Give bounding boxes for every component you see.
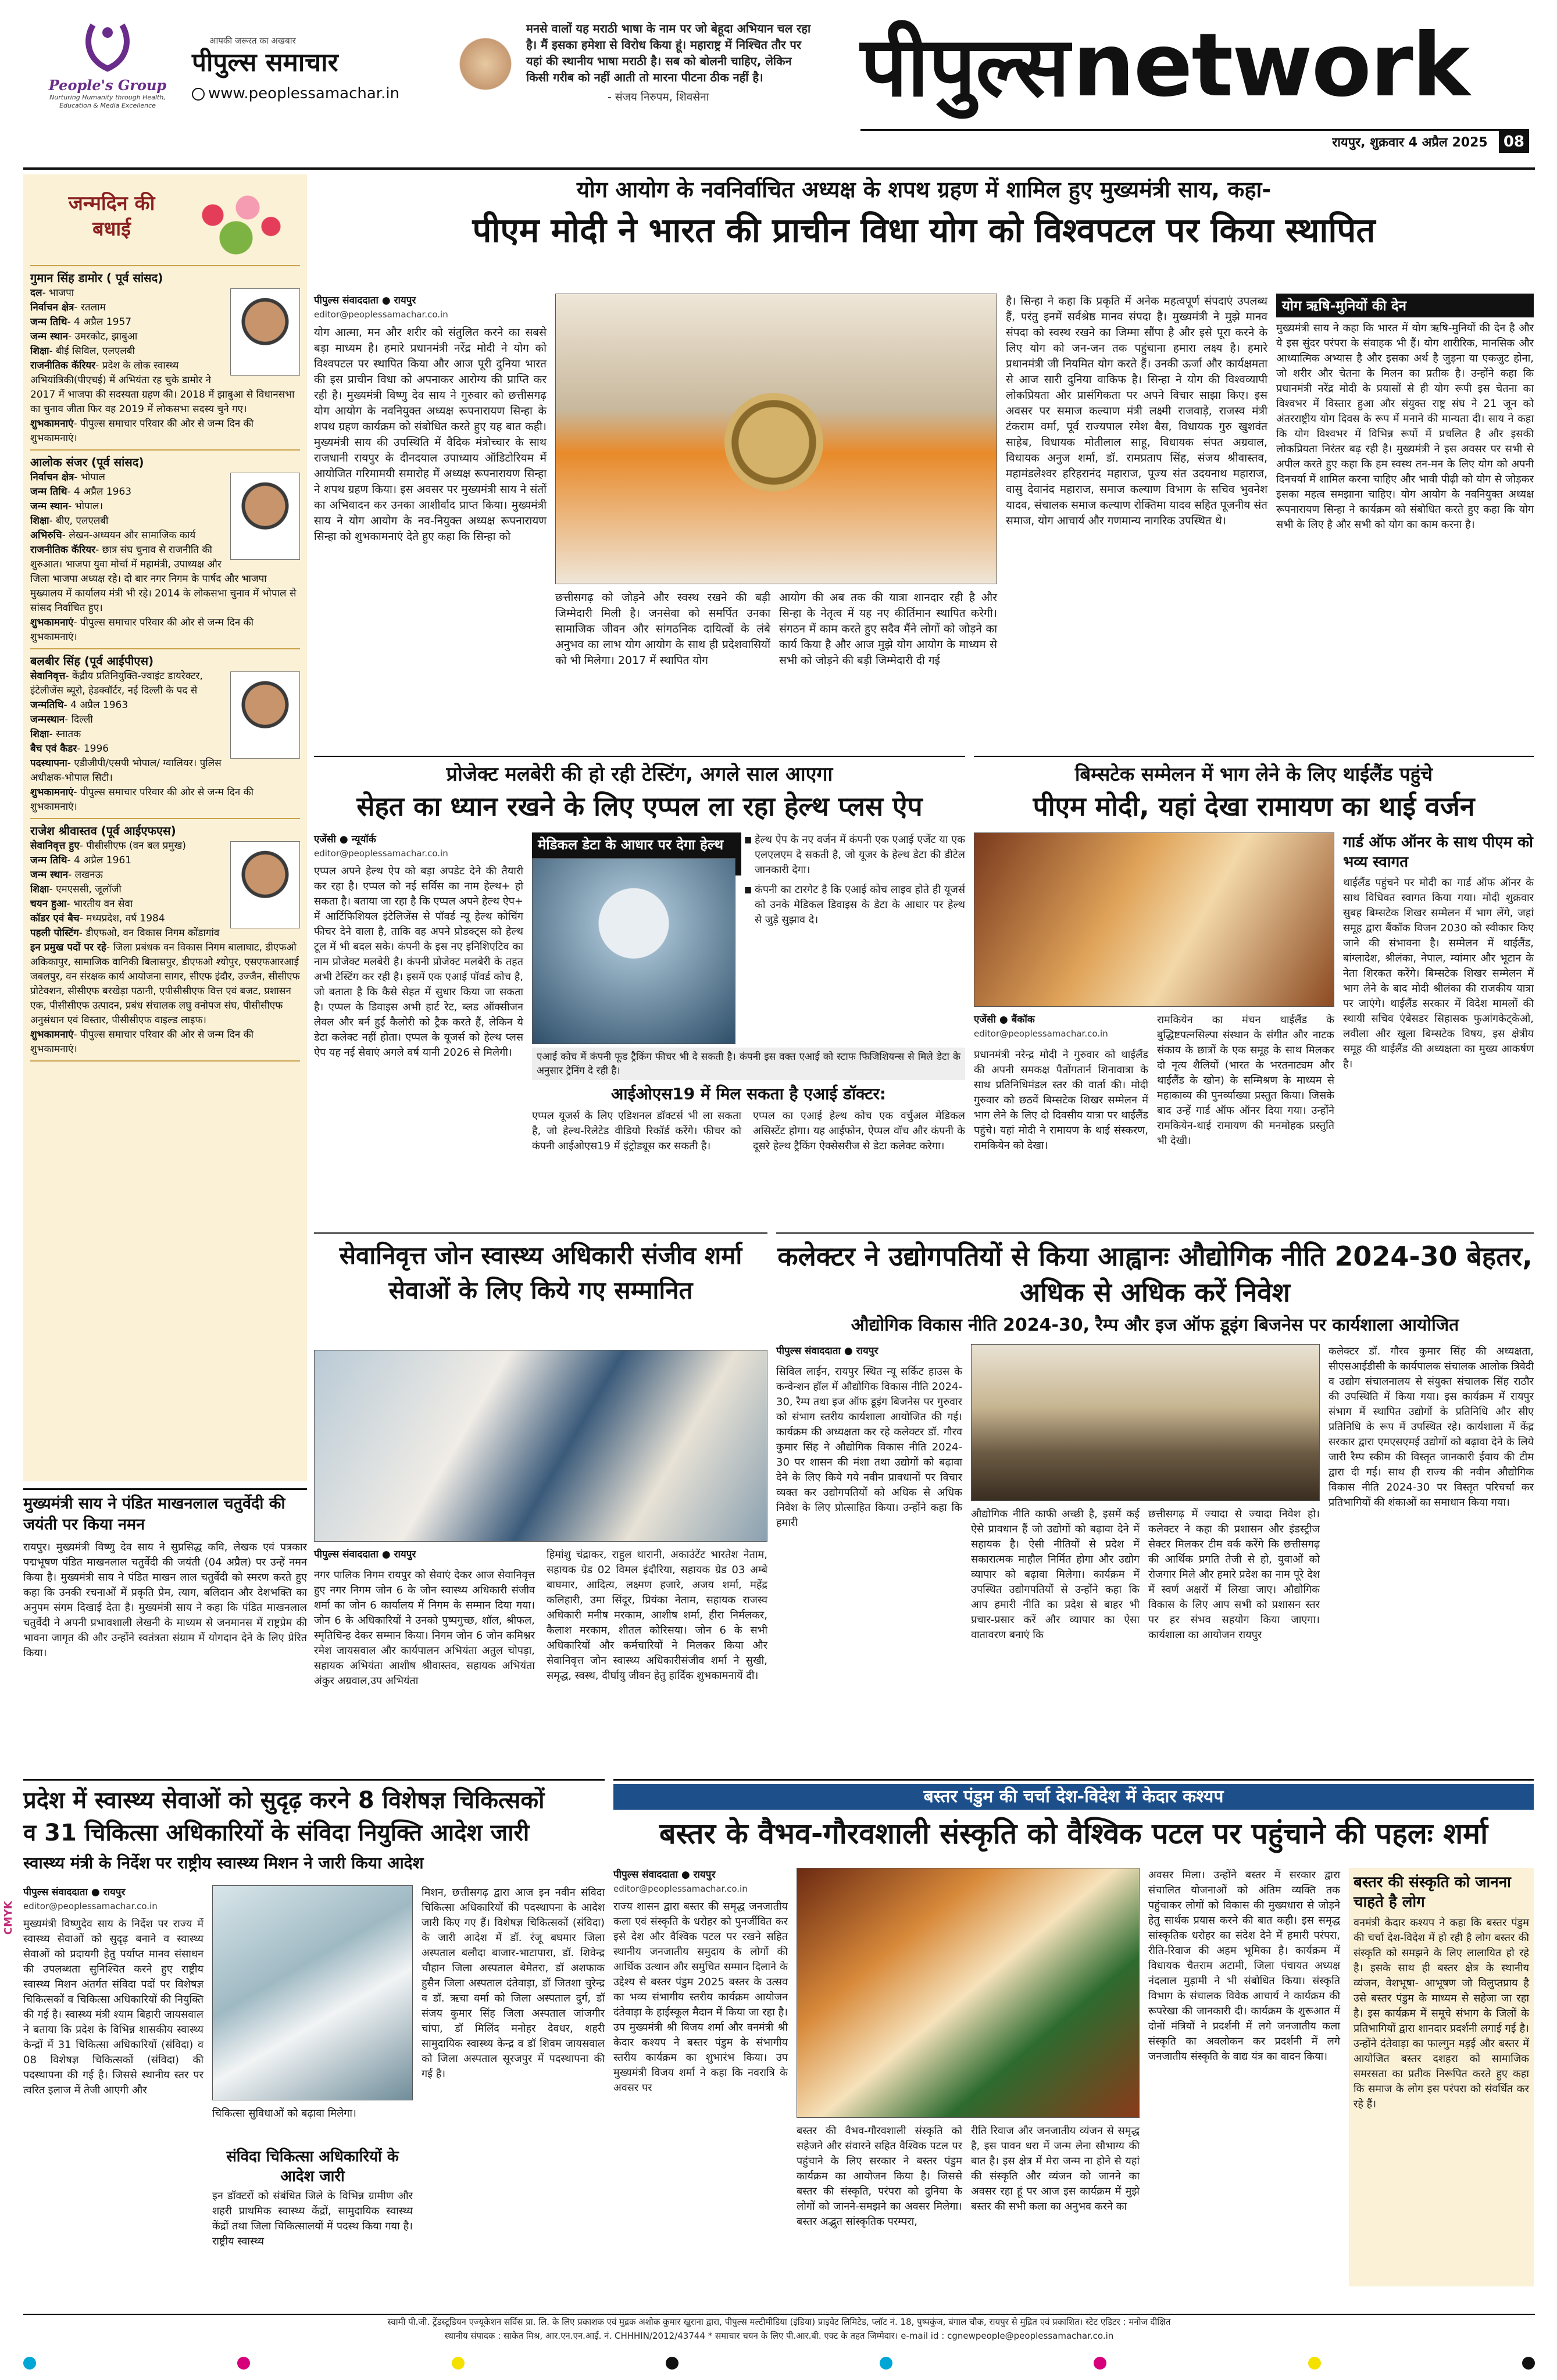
peoples-group-logo — [41, 16, 174, 138]
birthday-detail-value: 4 अप्रैल 1957 — [74, 316, 132, 328]
birthday-detail-value: पीसीसीएफ (वन बल प्रमुख) — [86, 840, 186, 852]
birthday-detail: जन्मतिथि- 4 अप्रैल 1963 — [30, 699, 128, 711]
apple-sub-body1: एप्पल यूजर्स के लिए एडिशनल डॉक्टर्स भी ला सकता है, जो हेल्थ-रिलेटेड वीडियो रिकॉर्ड करेंगे। फीचर को कंपनी आईओएस19 में इंट्रोड्यूस कर सकती है। — [532, 1110, 741, 1152]
makhanlal-headline: मुख्यमंत्री साय ने पंडित माखनलाल चतुर्वेदी की जयंती पर किया नमन — [23, 1495, 285, 1534]
birthday-detail-value: 4 अप्रैल 1963 — [74, 486, 132, 498]
network-title-en: network — [1072, 15, 1469, 116]
health-story — [23, 1779, 605, 2308]
group-tagline: Nurturing Humanity through Health, Education & Media Excellence — [49, 94, 166, 109]
birthday-detail-value: लखनऊ — [74, 869, 103, 881]
birthday-detail-key: जन्म तिथि — [30, 316, 67, 328]
birthday-detail: जन्म तिथि- 4 अप्रैल 1957 — [30, 316, 132, 328]
registration-dot-cyan — [23, 2357, 36, 2370]
yoga-side-head: योग ऋषि-मुनियों की देन — [1276, 294, 1534, 317]
birthday-detail-value: डीएफओ, वन विकास निगम कोंडागांव — [85, 927, 220, 939]
birthday-detail-key: पदस्थापना — [30, 757, 67, 769]
birthday-detail: शुभकामनाएं- पीपुल्स समाचार परिवार की ओर से जन्म दिन की शुभकामनाएं। — [30, 418, 254, 444]
yoga-kicker: योग आयोग के नवनिर्वाचित अध्यक्ष के शपथ ग्रहण में शामिल हुए मुख्यमंत्री साय, कहा- — [576, 177, 1272, 202]
thailand-col2: रामकियेन का मंचन थाईलैंड के बुद्धिष्टपत्नसिल्पा संस्थान के संगीत और नाटक संकाय के छात्रों के एक समूह के साथ मिलकर दो नृत्य शैलियों (भारत के भरतनाट्यम और थाईलैंड के खोन) के सम्मिश्रण के माध्यम से महाकाव्य की पुनर्व्याख्या प्रस्तुत किया। जिसके बाद उन्हें गार्ड ऑफ ऑनर दिया गया। उन्होंने रामकियेन-थाई रामायण की मनमोहक प्रस्तुति भी देखी। — [1157, 1014, 1334, 1147]
birthday-detail: दल- भाजपा — [30, 287, 74, 299]
birthday-detail: निर्वाचन क्षेत्र- भोपाल — [30, 471, 105, 483]
paper-name: पीपुल्स समाचार — [192, 48, 338, 77]
birthday-detail: जन्मस्थान- दिल्ली — [30, 714, 93, 726]
sanjeev-headline: सेवानिवृत्त जोन स्वास्थ्य अधिकारी संजीव शर्मा सेवाओं के लिए किये गए सम्मानित — [339, 1241, 742, 1305]
birthday-detail-key: बैच एवं कैडर — [30, 743, 77, 755]
birthday-detail-value: एडीजीपी/एसपी भोपाल/ ग्वालियर। पुलिस अधीक्षक-भोपाल सिटी। — [30, 757, 222, 784]
yoga-side-text: मुख्यमंत्री साय ने कहा कि भारत में योग ऋषि-मुनियों की देन है और ये इस सुंदर परंपरा के संवाहक भी हैं। योग शारीरिक, मानसिक और आध्यात्मिक अभ्यास है और इसका अर्थ है जुड़ना या एकजुट होना, जो शरीर और चेतना के मिलन का प्रतीक है। उन्होंने कहा कि प्रधानमंत्री नरेंद्र मोदी के प्रयासों से ही योग रूपी इस चेतना का विश्वभर में विस्तार हुआ और संयुक्त राष्ट्र संघ ने 21 जून को अंतरराष्ट्रीय योग दिवस के रूप में मनाने की मान्यता दी। साय ने कहा कि योग विश्वभर में विभिन्न रूपों में प्रचलित है और इसकी लोकप्रियता निरंतर बढ़ रही है। मुख्यमंत्री ने इस अवसर पर सभी से अपील करते हुए कहा कि हम स्वस्थ तन-मन के लिए योग को अपनी दिनचर्या में शामिल करना चाहिए और भावी पीढ़ी को योग से जोड़कर इसका महत्व समझाना चाहिए। योग आयोग के नवनियुक्त अध्यक्ष रूपनारायण सिन्हा ने कार्यक्रम को संबोधित करते हुए कहा कि योग सभी के लिए है और सभी को योग का काम करना है। — [1276, 322, 1534, 531]
birthday-detail-key: निर्वाचन क्षेत्र — [30, 471, 74, 483]
sanjeev-col1: नगर पालिक निगम रायपुर को सेवाएं देकर आज सेवानिवृत्त हुए नगर निगम जोन 6 के जोन स्वास्थ्य अधिकारी संजीव शर्मा का जोन 6 कार्यालय में निगम के सम्मान दिया गया। जोन 6 के अधिकारियों ने उनको पुष्पगुच्छ, शॉल, श्रीफल, स्मृतिचिन्ह देकर सम्मान किया। निगम जोन 6 जोन कमिश्नर रमेश जायसवाल और कार्यपालन अभियंता अतुल चोपड़ा, सहायक अभियंता आशीष श्रीवास्तव, सहायक अभियंता अंकुर अग्रवाल,उप अभियंता — [314, 1569, 535, 1687]
birthday-detail-key: जन्मस्थान — [30, 714, 65, 726]
birthday-detail: शुभकामनाएं- पीपुल्स समाचार परिवार की ओर से जन्म दिन की शुभकामनाएं। — [30, 617, 254, 643]
yoga-col4: है। सिन्हा ने कहा कि प्रकृति में अनेक महत्वपूर्ण संपदाएं उपलब्ध हैं, परंतु इनमें सर्वश्रेष्ठ मानव संपदा है। मुख्यमंत्री ने मुझे मानव संपदा को स्वस्थ रखने का जिम्मा सौंपा है और इसे पूरा करने के लिए योग को जन-जन तक पहुंचाना हमारा लक्ष्य है। हमारे प्रधानमंत्री जी नियमित योग करते हैं। उनकी ऊर्जा और कार्यक्षमता से आज सारी दुनिया वाकिफ है। सिन्हा ने योग की विश्वव्यापी लोकप्रियता और प्रासंगिकता पर अपने विचार साझा किए। इस अवसर पर समाज कल्याण मंत्री लक्ष्मी राजवाड़े, राजस्व मंत्री टंकराम वर्मा, पूर्व राज्यपाल रमेश बैस, विधायक गुरु खुशवंत साहेब, विधायक मोतीलाल साहू, विधायक संपत अग्रवाल, विधायक अनुज शर्मा, डॉ. रामप्रताप सिंह, संजय श्रीवास्तव, महामंडलेश्वर हरिहरानंद महाराज, पूज्य संत उदयनाथ महाराज, वासु देवानंद महाराज, समाज कल्याण विभाग के सचिव भुवनेश यादव, संचालक समाज कल्याण रोक्तिमा यादव सहित पूजनीय संत समाज, योग आचार्य और गणमान्य नागरिक उपस्थित थे। — [1006, 295, 1267, 527]
health-col3: मिशन, छत्तीसगढ़ द्वारा आज इन नवीन संविदा चिकित्सा अधिकारियों की पदस्थापना के आदेश जारी किए गए हैं। विशेषज्ञ चिकित्सकों (संविदा) के जारी आदेश में डॉ. रंजू बघमार जिला अस्पताल बलौदा बाजार-भाटापारा, डॉ. शिवेन्द्र चौहान जिला अस्पताल बेमेतरा, डॉ अशफाक हुसैन जिला अस्पताल दंतेवाड़ा, डॉ जितशा चुरेन्द्र व डॉ. ऋचा वर्मा को जिला अस्पताल दुर्ग, डॉ संजय कुमार सिंह जिला अस्पताल जांजगीर चांपा, डॉ मिलिंद मनोहर देवधर, शहरी सामुदायिक स्वास्थ्य केन्द्र व डॉ शिवम जायसवाल को जिला अस्पताल सूरजपुर में पदस्थापना की गई है। — [422, 1886, 605, 2080]
collector-byline: पीपुल्स संवाददाता ● रायपुर — [776, 1345, 879, 1357]
yoga-col2: छत्तीसगढ़ को जोड़ने और स्वस्थ रखने की बड़ी जिम्मेदारी मिली है। जनसेवा को समर्पित उनका सामाजिक जीवन और सांगठनिक दायित्वों के लंबे अनुभव का लाभ योग आयोग के साथ ही प्रदेशवासियों को भी मिलेगा। 2017 में स्थापित योग — [555, 591, 770, 667]
birthday-detail: जन्म तिथि- 4 अप्रैल 1961 — [30, 855, 132, 866]
birthday-detail-value: रतलाम — [80, 302, 106, 313]
collector-col3: छत्तीसगढ़ में ज्यादा से ज्यादा निवेश हो। कलेक्टर ने कहा की प्रशासन और इंडस्ट्रीज सेक्टर मिलकर टीम वर्क करेंगे कि छत्तीसगढ़ की आर्थिक प्रगति तेजी से हो, युवाओं को रोजगार मिले और हमारे प्रदेश का नाम पूरे देश में स्वर्ण अक्षरों में लिखा जाए। औद्योगिक विकास के लिए आप सभी को प्रशासन स्तर पर हर संभव सहयोग किया जाएगा। कार्यशाला का आयोजन रायपुर — [1148, 1508, 1320, 1641]
birthday-detail: निर्वाचन क्षेत्र- रतलाम — [30, 302, 106, 313]
birthday-person — [30, 819, 300, 1062]
birthday-detail-value: 4 अप्रैल 1961 — [74, 855, 132, 866]
birthday-detail: शिक्षा- एमएससी, जूलॉजी — [30, 884, 122, 895]
dateline-bar — [860, 129, 1529, 155]
birthday-person-name: बलबीर सिंह (पूर्व आईपीएस) — [30, 654, 154, 668]
apple-sub-body2: एप्पल का एआई हेल्थ कोच एक वर्चुअल मेडिकल असिस्टेंट होगा। यह आईफोन, ऐप्पल वॉच और कंपनी के दूसरे हेल्थ ट्रैकिंग ऐक्सेसरीज से डेटा कलेक्ट करेगा। — [753, 1110, 965, 1152]
birthday-person-photo — [230, 473, 300, 560]
birthday-detail-key: अभिरुचि — [30, 530, 62, 541]
birthday-detail-value: पीपुल्स समाचार परिवार की ओर से जन्म दिन की शुभकामनाएं। — [30, 787, 254, 813]
registration-dot-black-2 — [1522, 2357, 1535, 2370]
collector-deck: औद्योगिक विकास नीति 2024-30, रैम्प और इज ऑफ डूइंग बिजनेस पर कार्यशाला आयोजित — [851, 1315, 1459, 1335]
thailand-photo — [974, 832, 1334, 1007]
ai-doctor-photo — [532, 858, 735, 1044]
birthday-detail-key: शिक्षा — [30, 884, 49, 895]
bullet-icon: ■ — [744, 885, 752, 895]
birthday-detail-value: बीए, एलएलबी — [56, 515, 109, 527]
birthday-detail-key: शिक्षा — [30, 728, 49, 740]
network-title — [860, 10, 1529, 127]
health-photo — [212, 1885, 413, 2100]
birthday-detail-value: लेखन-अध्ययन और सामाजिक कार्य — [69, 530, 196, 541]
birthday-detail-key: सेवानिवृत्त — [30, 670, 66, 682]
birthday-detail-value: भारतीय वन सेवा — [73, 898, 133, 910]
thailand-headline: पीएम मोदी, यहां देखा रामायण का थाई वर्जन — [1033, 791, 1475, 822]
health-col1 — [23, 1885, 203, 2098]
birthday-detail-key: जन्म स्थान — [30, 331, 69, 342]
birthday-detail: पहली पोस्टिंग- डीएफओ, वन विकास निगम कोंडागांव — [30, 927, 220, 939]
birthday-detail-value: स्नातक — [56, 728, 81, 740]
bastar-col3: रीति रिवाज और जनजातीय व्यंजन से समृद्ध है, इस पावन धरा में जन्म लेना सौभाग्य की बात है। इस क्षेत्र में मेरा जन्म ना होने से यहां की संस्कृति और व्यंजन को जानने का अवसर रहा हूं पर आज इस कार्यक्रम में मुझे बस्तर की सभी कला का अनुभव करने का — [971, 2125, 1140, 2213]
birthday-detail: जन्म तिथि- 4 अप्रैल 1963 — [30, 486, 132, 498]
paper-brand — [192, 35, 424, 122]
collector-col4: कलेक्टर डॉ. गौरव कुमार सिंह की अध्यक्षता, सीएसआईडीसी के कार्यपालक संचालक आलोक त्रिवेदी व उद्योग संचालनालय से संयुक्त संचालक सिंह राठौर की उपस्थिति में किया गया। इस कार्यक्रम में रायपुर संभाग में स्थापित उद्योगों के प्रतिनिधि और सीए प्रतिनिधि के रूप में उपस्थित रहे। कार्यशाला में केंद्र सरकार द्वारा एमएसएमई उद्योगों को बढ़ावा देने के लिये जारी रैम्प स्कीम की विस्तृत जानकारी ईवाय की टीम द्वारा दी गई। साथ ही राज्य की नवीन औद्योगिक विकास नीति 2024-30 पर विस्तृत परिचर्चा कर प्रतिभागियों की शंकाओं का समाधान किया गया। — [1329, 1345, 1534, 1509]
health-col1-text: मुख्यमंत्री विष्णुदेव साय के निर्देश पर राज्य में स्वास्थ्य सेवाओं को सुदृढ़ बनाने व स्वास्थ्य सेवाओं को प्रदायगी हेतु पर्याप्त मानव संसाधन की उपलब्धता सुनिश्चित करने हुए राष्ट्रीय स्वास्थ्य मिशन अंतर्गत संविदा पदों पर विशेषज्ञ चिकित्सकों व चिकित्सा अधिकारियों की नियुक्ति की गई है। स्वास्थ्य मंत्री श्याम बिहारी जायसवाल ने बताया कि प्रदेश के विभिन्न शासकीय स्वास्थ्य केन्द्रों में 31 चिकित्सा अधिकारियों (संविदा) व 08 विशेषज्ञ चिकित्सकों (संविदा) की पदस्थापना की गई है। जिससे स्थानीय स्तर पर त्वरित इलाज में तेजी आएगी और — [23, 1918, 203, 2096]
birthday-header — [30, 179, 300, 266]
apple-col1 — [314, 832, 523, 1060]
flowers-icon — [178, 185, 294, 260]
birthday-detail: जन्म स्थान- लखनऊ — [30, 869, 103, 881]
footer-line1: स्वामी पी.जी. ट्रेंडस्टूडियन एज्यूकेशन सर्विस प्रा. लि. के लिए प्रकाशक एवं मुद्रक अशोक कुमार खुराना द्वारा, पीपुल्स मल्टीमीडिया (इंडिया) प्राइवेट लिमिटेड, प्लॉट नं. 18, पुष्पकुंज, बंगाल चौक, रायपुर से मुद्रित एवं प्रकाशित। स्टेट एडिटर : मनोज दीक्षित — [387, 2317, 1171, 2327]
footer-line2: स्थानीय संपादक : साकेत मिश्र, आर.एन.एन.आई. नं. CHHHIN/2012/43744 * समाचार चयन के लिए पी.आर.बी. एक्ट के तहत जिम्मेदार। e-mail id : cgnewpeople@peoplessamachar.co.in — [444, 2331, 1114, 2341]
birthday-detail-key: जन्मतिथि — [30, 699, 64, 711]
birthday-detail-key: शुभकामनाएं — [30, 1029, 74, 1041]
health-caption: चिकित्सा सुविधाओं को बढ़ावा मिलेगा। — [212, 2107, 356, 2120]
birthday-detail-value: पीपुल्स समाचार परिवार की ओर से जन्म दिन की शुभकामनाएं। — [30, 418, 254, 444]
quote-box — [526, 20, 817, 154]
birthday-detail-value: एमएससी, जूलॉजी — [56, 884, 122, 895]
thailand-kicker: बिम्सटेक सम्मेलन में भाग लेने के लिए थाईलैंड पहुंचे — [1074, 763, 1433, 785]
globe-icon — [192, 88, 205, 101]
birthday-detail-key: जन्म स्थान — [30, 501, 69, 512]
bastar-col2: बस्तर की वैभव-गौरवशाली संस्कृति को सहेजने और संवारने सहित वैश्विक पटल पर पहुंचाने के लिए सरकार ने बस्तर पंडुम कार्यक्रम का आयोजन किया है। जिससे बस्तर की संस्कृति, परंपरा को दुनिया के लोगों को जानने-समझने का अवसर मिलेगा। बस्तर अद्भुत सांस्कृतिक परम्परा, — [797, 2125, 962, 2228]
bastar-kicker: बस्तर पंडुम की चर्चा देश-विदेश में केदार कश्यप — [613, 1784, 1534, 1810]
paper-tag: आपकी जरूरत का अखबार — [209, 35, 296, 46]
birthday-detail: राजनीतिक कॅरियर- प्रदेश के लोक स्वास्थ्य अभियांत्रिकी(पीएचई) में अभियंता रह चुके डामोर ने 2017 में भाजपा की सदस्यता ग्रहण की। 2018 में झाबुआ से विधानसभा का चुनाव जीता फिर वह 2019 में लोकसभा सदस्य चुने गए। — [30, 360, 295, 415]
apple-sub-head: आईओएस19 में मिल सकता है एआई डॉक्टर: — [610, 1084, 887, 1103]
sanjeev-col2: हिमांशु चंद्राकर, राहुल थारानी, अकाउंटेंट भारतेश नेताम, सहायक ग्रेड 02 विमल इंदौरिया, सहायक ग्रेड 03 अम्बे बाघमार, आदित्य, लक्ष्मण हजारे, अजय शर्मा, महेंद्र कलिहारी, उमा सिंदूर, प्रियंका नेताम, सहायक राजस्व अधिकारी मनीष मरकाम, आशीष शर्मा, हीरा निर्मलकर, कैलाश मरकाम, शीतल कोरिसया। जोन 6 के सभी अधिकारियों और कर्मचारियों ने मिलकर किया और सेवानिवृत्त जोन स्वास्थ्य अधिकारीसंजीव शर्मा ने सुखी, समृद्ध, स्वस्थ, दीर्घायु जीवन हेतु हार्दिक शुभकामनायें दी। — [547, 1549, 767, 1682]
group-name: People's Group — [48, 77, 167, 94]
birthday-list — [30, 266, 300, 1062]
birthday-detail: पदस्थापना- एडीजीपी/एसपी भोपाल/ ग्वालियर। पुलिस अधीक्षक-भोपाल सिटी। — [30, 757, 222, 784]
registration-dot-cyan-2 — [880, 2357, 892, 2370]
yoga-sidebar — [1276, 294, 1534, 533]
birthday-detail-value: भोपाल — [80, 471, 105, 483]
birthday-detail-key: राजनीतिक कॅरियर — [30, 360, 96, 371]
thailand-sidebar — [1343, 832, 1534, 1072]
birthday-detail: शिक्षा- बीई सिविल, एलएलबी — [30, 345, 135, 357]
registration-dot-yellow-2 — [1308, 2357, 1321, 2370]
collector-photo — [971, 1344, 1320, 1501]
yoga-headline: पीएम मोदी ने भारत की प्राचीन विधा योग को विश्वपटल पर किया स्थापित — [472, 210, 1376, 250]
registration-dot-magenta — [237, 2357, 250, 2370]
yoga-photo — [555, 294, 997, 584]
collector-col2: औद्योगिक नीति काफी अच्छी है, इसमें कई ऐसे प्रावधान हैं जो उद्योगों को बढ़ावा देने में सहायक है। ऐसी नीतियों से प्रदेश में सकारात्मक माहौल निर्मित होगा और उद्योग व्यापार को बढ़ावा मिलेगा। कार्यक्रम में उपस्थित उद्योगपतियों से उन्होंने कहा कि आप हमारी नीति का प्रदेश से बाहर भी प्रचार-प्रसार करें और व्यापार का ऐसा वातावरण बनाएं कि — [971, 1508, 1140, 1641]
makhanlal-body: रायपुर। मुख्यमंत्री विष्णु देव साय ने सुप्रसिद्ध कवि, लेखक एवं पत्रकार पद्मभूषण पंडित माखनलाल चतुर्वेदी की जयंती (04 अप्रैल) पर उन्हें नमन किया है। मुख्यमंत्री साय ने पंडित माखन लाल चतुर्वेदी को स्मरण करते हुए कहा कि उनकी रचनाओं में प्रकृति प्रेम, त्याग, बलिदान और देशभक्ति का अनुपम संगम दिखाई देता है। मुख्यमंत्री साय ने कहा कि पंडित माखनलाल चतुर्वेदी ने अपनी प्रभावशाली लेखनी के माध्यम से जनमानस में राष्ट्रप्रेम की भावना जागृत की और उन्होंने स्वतंत्रता संग्राम में योगदान देने के लिए प्रेरित किया। — [23, 1541, 307, 1659]
collector-story — [776, 1232, 1534, 1779]
birthday-detail-key: शिक्षा — [30, 515, 49, 527]
sanjeev-photo — [314, 1350, 767, 1542]
birthday-detail: इन प्रमुख पदों पर रहे- जिला प्रबंधक वन विकास निगम बालाघाट, डीएफओ अकिकापुर, सामाजिक वानिकी बिलासपुर, डीएफओ श्योपुर, एसएफआरआई जबलपुर, वन संरक्षक कार्य आयोजना सागर, सीएफ इंदौर, उज्जैन, सीसीएफ प्रोटेक्शन, सीसीएफ बरखेड़ा पठानी, एपीसीसीएफ वित्त एवं बजट, प्रशासन एक, पीसीसीएफ उत्पादन, प्रबंध संचालक लघु वनोपज संघ, पीसीसीएफ अनुसंधान एवं विस्तार, पीसीसीएफ वाइल्ड लाइफ। — [30, 942, 300, 1026]
birthday-detail: बैच एवं कैडर- 1996 — [30, 743, 109, 755]
apple-advice-box — [532, 832, 965, 1152]
page-number: 08 — [1499, 131, 1529, 153]
birthday-detail-key: शुभकामनाएं — [30, 418, 74, 430]
health-sub-head: संविदा चिकित्सा अधिकारियों के आदेश जारी — [226, 2148, 399, 2185]
bullet-icon: ■ — [744, 835, 752, 845]
birthday-title: जन्मदिन की बधाई — [68, 192, 155, 241]
birthday-detail: जन्म स्थान- उमरकोट, झाबुआ — [30, 331, 138, 342]
birthday-detail: राजनीतिक कॅरियर- छात्र संघ चुनाव से राजनीति की शुरुआत। भाजपा युवा मोर्चा में महामंत्री, उपाध्यक्ष और जिला भाजपा अध्यक्ष रहे। दो बार नगर निगम के पार्षद और भाजपा मुख्यालय में कार्यालय मंत्री भी रहे। 2014 के लोकसभा चुनाव में भोपाल से सांसद निर्वाचित हुए। — [30, 544, 297, 614]
birthday-detail-key: पहली पोस्टिंग — [30, 927, 79, 939]
thailand-byline: एजेंसी ● बैंकॉक editor@peoplessamachar.co.in — [974, 1014, 1108, 1039]
birthday-detail-key: जन्म स्थान — [30, 869, 69, 881]
bastar-photo — [797, 1868, 1140, 2118]
apple-byline: एजेंसी ● न्यूयॉर्क editor@peoplessamachar.co.in — [314, 834, 448, 859]
footer — [23, 2314, 1535, 2349]
birthday-person-name: राजेश श्रीवास्तव (पूर्व आईएफएस) — [30, 824, 176, 838]
yoga-col1-text: योग आत्मा, मन और शरीर को संतुलित करने का सबसे बड़ा माध्यम है। हमारे प्रधानमंत्री नरेंद्र मोदी ने योग को विश्वपटल पर स्थापित किया और आज पूरी दुनिया भारत की इस प्राचीन विधा को अपनाकर आरोग्य की प्राप्ति कर रही है। मुख्यमंत्री विष्णु देव साय ने गुरुवार को छत्तीसगढ़ योग आयोग के नवनियुक्त अध्यक्ष रूपनारायण सिन्हा के शपथ ग्रहण कार्यक्रम को संबोधित करते हुए यह बात कही। मुख्यमंत्री साय की उपस्थिति में वैदिक मंत्रोच्चार के साथ राजधानी रायपुर के दीनदयाल उपाध्याय ऑडिटोरियम में आयोजित गरिमामयी समारोह में अध्यक्ष रूपनारायण सिन्हा ने शपथ ग्रहण किया। इस अवसर पर मुख्यमंत्री साय ने संतों का अभिवादन कर उनका आशीर्वाद प्राप्त किया। मुख्यमंत्री साय ने योग आयोग के नव-नियुक्त अध्यक्ष रूपनारायण सिन्हा को शुभकामनाएं देते हुए कहा कि सिन्हा को — [314, 326, 547, 543]
birthday-detail-key: सेवानिवृत्त हुए — [30, 840, 80, 852]
health-headline-2: व 31 चिकित्सा अधिकारियों के संविदा नियुक्ति आदेश जारी — [23, 1820, 530, 1846]
apple-kicker: प्रोजेक्ट मलबेरी की हो रही टेस्टिंग, अगले साल आएगा — [446, 763, 833, 786]
website-link[interactable]: www.peoplessamachar.in — [192, 85, 424, 102]
birthday-person — [30, 451, 300, 649]
yoga-col1 — [314, 294, 547, 545]
birthday-detail: शुभकामनाएं- पीपुल्स समाचार परिवार की ओर से जन्म दिन की शुभकामनाएं। — [30, 1029, 254, 1055]
yoga-byline: पीपुल्स संवाददाता ● रायपुर editor@peoplessamachar.co.in — [314, 295, 448, 320]
health-deck: स्वास्थ्य मंत्री के निर्देश पर राष्ट्रीय स्वास्थ्य मिशन ने जारी किया आदेश — [23, 1853, 424, 1872]
birthday-person-photo — [230, 288, 300, 376]
registration-dot-magenta-2 — [1094, 2357, 1106, 2370]
color-registration-bar — [23, 2354, 1535, 2372]
birthday-detail-value: पीपुल्स समाचार परिवार की ओर से जन्म दिन की शुभकामनाएं। — [30, 617, 254, 643]
bastar-headline: बस्तर के वैभव-गौरवशाली संस्कृति को वैश्विक पटल पर पहुंचाने की पहलः शर्मा — [659, 1817, 1488, 1850]
apple-photo-caption: एआई कोच में कंपनी फूड ट्रैकिंग फीचर भी दे सकती है। कंपनी इस वक्त एआई को स्टाफ फिजिशियन्स से मिले डेटा के अनुसार ट्रेनिंग दे रही है। — [532, 1048, 965, 1080]
masthead — [0, 0, 1557, 172]
bastar-col4: अवसर मिला। उन्होंने बस्तर में सरकार द्वारा संचालित योजनाओं को अंतिम व्यक्ति तक पहुंचाकर लोगों को विकास की मुख्यधारा से जोड़ने हेतु सार्थक प्रयास करने की बात कही। इस समृद्ध सांस्कृतिक धरोहर का संदेश देने में हमारी परंपरा, रीति-रिवाज की अहम भूमिका है। कार्यक्रम में विधायक चैतराम अटामी, जिला पंचायत अध्यक्ष नंदलाल मुड़ामी ने भी संबोधित किया। संस्कृति विभाग के संचालक विवेक आचार्य ने कार्यक्रम की रूपरेखा की जानकारी दी। कार्यक्रम के शुरूआत में दोनों मंत्रियों ने प्रदर्शनी में लगे जनजातीय कला संस्कृति का अवलोकन कर प्रदर्शनी में लगे जनजातीय संस्कृति के वाद्य यंत्र का वादन किया। — [1148, 1869, 1340, 2063]
birthday-column — [23, 174, 307, 1481]
birthday-detail-value: बीई सिविल, एलएलबी — [56, 345, 135, 357]
birthday-detail-key: दल — [30, 287, 42, 299]
bastar-story — [613, 1779, 1534, 2308]
network-title-hi: पीपुल्स — [860, 19, 1070, 115]
birthday-detail-value: दिल्ली — [71, 714, 93, 726]
birthday-person-photo — [230, 841, 300, 928]
quote-author: - संजय निरुपम, शिवसेना — [608, 91, 709, 103]
birthday-person-photo — [230, 671, 300, 759]
birthday-detail-value: भाजपा — [49, 287, 74, 299]
birthday-detail-value: उमरकोट, झाबुआ — [74, 331, 138, 342]
birthday-detail: सेवानिवृत्त हुए- पीसीसीएफ (वन बल प्रमुख) — [30, 840, 186, 852]
thailand-col1: प्रधानमंत्री नरेन्द्र मोदी ने गुरुवार को थाईलैंड की अपनी समकक्ष पैतोंगतार्न शिनावात्रा के साथ प्रतिनिधिमंडल स्तर की वार्ता की। मोदी गुरुवार को छठवें बिम्सटेक शिखर सम्मेलन में भाग लेने के लिए दो दिवसीय यात्रा पर थाईलैंड पहुंचे। यहां मोदी ने रामायण के थाई संस्करण, रामकियेन को देखा। — [974, 1049, 1148, 1152]
birthday-detail-value: प्रदेश के लोक स्वास्थ्य अभियांत्रिकी(पीएचई) में अभियंता रह चुके डामोर ने 2017 में भाजपा की सदस्यता ग्रहण की। 2018 में झाबुआ से विधानसभा का चुनाव जीता फिर वह 2019 में लोकसभा सदस्य चुने गए। — [30, 360, 295, 415]
cmyk-marker: CMYK — [2, 1901, 15, 1935]
birthday-detail-value: केंद्रीय प्रतिनियुक्ति-ज्वाइंट डायरेक्टर, इंटेलीजेंस ब्यूरो, हेडक्वॉर्टर, नई दिल्ली के पद से — [30, 670, 203, 696]
quote-text: मनसे वालों यह मराठी भाषा के नाम पर जो बेहूदा अभियान चल रहा है। मैं इसका हमेशा से विरोध किया हूं। महाराष्ट्र में निश्चित तौर पर यहां की स्थानीय भाषा मराठी है। सब को बोलनी चाहिए, लेकिन किसी गरीब को नहीं आती तो मारना पीटना ठीक नहीं है। — [526, 22, 811, 84]
yoga-award-icon — [724, 393, 823, 492]
apple-box-head: मेडिकल डेटा के आधार पर देगा हेल्थ — [532, 832, 741, 875]
birthday-detail-value: जिला प्रबंधक वन विकास निगम बालाघाट, डीएफओ अकिकापुर, सामाजिक वानिकी बिलासपुर, डीएफओ श्योपुर, एसएफआरआई जबलपुर, वन संरक्षक कार्य आयोजना सागर, सीएफ इंदौर, उज्जैन, सीसीएफ प्रोटेक्शन, सीसीएफ बरखेड़ा पठानी, एपीसीसीएफ वित्त एवं बजट, प्रशासन एक, पीसीसीएफ उत्पादन, प्रबंध संचालक लघु वनोपज संघ, पीसीसीएफ अनुसंधान एवं विस्तार, पीसीसीएफ वाइल्ड लाइफ। — [30, 942, 300, 1026]
birthday-person — [30, 649, 300, 819]
birthday-detail-key: शुभकामनाएं — [30, 787, 74, 798]
bastar-sidebar — [1349, 1868, 1534, 2286]
birthday-detail-key: चयन हुआ — [30, 898, 67, 910]
collector-col1: सिविल लाईन, रायपुर स्थित न्यू सर्किट हाउस के कन्वेन्शन हॉल में औद्योगिक विकास नीति 2024-30, रैम्प तथा इज ऑफ डूइंग बिजनेस पर गुरुवार को संभाग स्तरीय कार्यशाला आयोजित की गई। कार्यक्रम की अध्यक्षता कर रहे कलेक्टर डॉ. गौरव कुमार सिंह ने औद्योगिक विकास नीति 2024-30 पर शासन की मंशा तथा उद्योगों को बढ़ावा देने के लिए किये गये नवीन प्रावधानों पर विचार व्यक्त कर उद्योगपतियों को अधिक से अधिक निवेश के लिए प्रोत्साहित किया। उन्होंने कहा कि हमारी — [776, 1366, 962, 1529]
apple-bullet — [744, 832, 965, 878]
dateline: रायपुर, शुक्रवार 4 अप्रैल 2025 — [1332, 135, 1488, 150]
birthday-detail-key: जन्म तिथि — [30, 486, 67, 498]
sanjeev-story — [314, 1232, 767, 1779]
peoples-group-emblem — [81, 16, 134, 74]
birthday-detail-key: शुभकामनाएं — [30, 617, 74, 628]
quote-cartoon — [448, 23, 523, 140]
registration-dot-yellow — [452, 2357, 465, 2370]
apple-body: एप्पल अपने हेल्थ ऐप को बड़ा अपडेट देने की तैयारी कर रहा है। एप्पल को नई सर्विस का नाम हेल्थ+ हो सकता है। बताया जा रहा है कि एप्पल अपने हेल्थ ऐप+ में आर्टिफिशियल इंटेलिजेंस से पॉवर्ड न्यू हेल्थ कोचिंग फीचर देने वाला है, ताकि वह अपने प्रोडक्ट्स को हेल्थ टूल में भी बदल सके। कंपनी के इस नए इनिशिएटिव का नाम प्रोजेक्ट मलबेरी है। कंपनी प्रोजेक्ट मलबेरी के तहत अभी टेस्टिंग कर रही है। इसमें एक एआई पॉवर्ड कोच है, जो बताता है कि कैसे सेहत में सुधार किया जा सकता है। एप्पल के डिवाइस अभी हार्ट रेट, ब्लड ऑक्सीजन लेवल और बर्न हुई कैलोरी को ट्रैक करते हैं, लेकिन ये डेटा कलेक्ट नहीं होता। एप्पल के यूजर्स को हेल्थ प्लस ऐप यह नई सेवाएं अगले वर्ष यानी 2026 से मिलेगी। — [314, 865, 523, 1059]
birthday-person — [30, 266, 300, 451]
birthday-detail-key: राजनीतिक कॅरियर — [30, 544, 96, 556]
birthday-detail-value: 4 अप्रैल 1963 — [70, 699, 128, 711]
birthday-detail-value: पीपुल्स समाचार परिवार की ओर से जन्म दिन की शुभकामनाएं। — [30, 1029, 254, 1055]
health-byline: पीपुल्स संवाददाता ● रायपुर editor@peoplessamachar.co.in — [23, 1886, 158, 1911]
apple-bullet-text: हेल्थ ऐप के नए वर्जन में कंपनी एक एआई एजेंट या एक एलएलएम दे सकती है, जो यूजर के हेल्थ डेटा की डीटेल जानकारी देगा। — [755, 834, 965, 876]
birthday-detail-key: निर्वाचन क्षेत्र — [30, 302, 74, 313]
birthday-detail: शिक्षा- स्नातक — [30, 728, 81, 740]
apple-bullet — [744, 882, 965, 928]
health-headline-1: प्रदेश में स्वास्थ्य सेवाओं को सुदृढ़ करने 8 विशेषज्ञ चिकित्सकों — [23, 1787, 545, 1814]
birthday-detail-value: 1996 — [83, 743, 109, 755]
birthday-person-name: गुमान सिंह डामोर ( पूर्व सांसद) — [30, 271, 163, 285]
bastar-col1 — [613, 1868, 788, 2096]
birthday-detail-value: मध्यप्रदेश, वर्ष 1984 — [86, 913, 165, 924]
bastar-col1-text: राज्य शासन द्वारा बस्तर की समृद्ध जनजातीय कला एवं संस्कृति के धरोहर को पुनर्जीवित कर इसे देश और वैश्विक पटल पर रखने सहित स्थानीय जनजातीय समुदाय के लोगों की आर्थिक उत्थान और समुचित सम्मान दिलाने के उद्देश्य से बस्तर पंडुम 2025 बस्तर के उत्सव का भव्य संभागीय स्तरीय कार्यक्रम आयोजन दंतेवाड़ा के हाईस्कूल मैदान में किया जा रहा है। उप मुख्यमंत्री श्री विजय शर्मा और वनमंत्री श्री केदार कश्यप ने बस्तर पंडुम के संभागीय स्तरीय कार्यक्रम का शुभारंभ किया। उप मुख्यमंत्री विजय शर्मा ने कहा कि नवरात्रि के अवसर पर — [613, 1900, 788, 2094]
birthday-detail: जन्म स्थान- भोपाल। — [30, 501, 103, 512]
registration-dot-black — [666, 2357, 678, 2370]
birthday-detail: कॉडर एवं बैच- मध्यप्रदेश, वर्ष 1984 — [30, 913, 165, 924]
collector-headline: कलेक्टर ने उद्योगपतियों से किया आह्वानः औद्योगिक नीति 2024-30 बेहतर, अधिक से अधिक करें निवेश — [777, 1241, 1533, 1308]
thailand-side-head: गार्ड ऑफ ऑनर के साथ पीएम को भव्य स्वागत — [1343, 834, 1533, 871]
birthday-detail: शिक्षा- बीए, एलएलबी — [30, 515, 109, 527]
health-sub-text: इन डॉक्टरों को संबंधित जिले के विभिन्न ग्रामीण और शहरी प्राथमिक स्वास्थ्य केंद्रों, सामुदायिक स्वास्थ्य केंद्रों तथा जिला चिकित्सालयों में पदस्थ किया गया है। राष्ट्रीय स्वास्थ्य — [212, 2190, 413, 2247]
bastar-byline: पीपुल्स संवाददाता ● रायपुर editor@peoplessamachar.co.in — [613, 1869, 748, 1894]
masthead-rule — [23, 167, 1535, 170]
birthday-detail-key: कॉडर एवं बैच — [30, 913, 80, 924]
health-sub — [212, 2147, 413, 2249]
birthday-detail-key: इन प्रमुख पदों पर रहे — [30, 942, 106, 953]
birthday-person-name: आलोक संजर (पूर्व सांसद) — [30, 455, 144, 469]
apple-headline: सेहत का ध्यान रखने के लिए एप्पल ला रहा हेल्थ प्लस ऐप — [356, 791, 923, 822]
birthday-detail: चयन हुआ- भारतीय वन सेवा — [30, 898, 133, 910]
birthday-detail-value: छात्र संघ चुनाव से राजनीति की शुरुआत। भाजपा युवा मोर्चा में महामंत्री, उपाध्यक्ष और जिला भाजपा अध्यक्ष रहे। दो बार नगर निगम के पार्षद और भाजपा मुख्यालय में कार्यालय मंत्री भी रहे। 2014 के लोकसभा चुनाव में भोपाल से सांसद निर्वाचित हुए। — [30, 544, 297, 614]
makhanlal-story — [23, 1488, 307, 1773]
birthday-detail-value: भोपाल। — [74, 501, 103, 512]
apple-health-story — [314, 756, 965, 1232]
apple-bullets — [744, 832, 965, 928]
thailand-side-text: थाईलैंड पहुंचने पर मोदी का गार्ड ऑफ ऑनर के साथ विधिवत स्वागत किया गया। मोदी शुक्रवार सुबह बिम्सटेक शिखर सम्मेलन में भाग लेंगे, जहां समूह द्वारा बैंकॉक विजन 2030 को स्वीकार किए जाने की संभावना है। सम्मेलन में थाईलैंड, बांग्लादेश, श्रीलंका, नेपाल, म्यांमार और भूटान के नेता शिरकत करेंगे। बिम्सटेक शिखर सम्मेलन में भाग लेने के बाद मोदी श्रीलंका की राजकीय यात्रा पर जाएंगे। थाईलैंड सरकार में विदेश मामलों की स्थायी सचिव एंबेसडर सिहासक फुआंगकेट्केओ, लवीला और खूला बिम्सटेक विषय, इस क्षेत्रीय समूह की थाईलैंड की अध्यक्षता का मुख्य आकर्षण है। — [1343, 877, 1534, 1070]
bastar-side-text: वनमंत्री केदार कश्यप ने कहा कि बस्तर पंडुम की चर्चा देश-विदेश में हो रही है लोग बस्तर की संस्कृति को समझने के लिए लालायित हो रहे है। इसके साथ ही बस्तर क्षेत्र के स्थानीय व्यंजन, वेशभूषा- आभूषण जो विलुप्तप्राय है उसे बस्तर पंडुम के माध्यम से सहेजा जा रहा है। इस कार्यक्रम में समूचे संभाग के जिलों के प्रतिभागियों द्वारा शानदार प्रदर्शनी लगाई गई है। उन्होंने दंतेवाड़ा का फाल्गुन मड़ई और बस्तर में आयोजित बस्तर दशहरा को सामाजिक समरसता का प्रतीक निरूपित करते हुए कहा कि समाज के लोग इस परंपरा को संवर्धित कर रहे हैं। — [1354, 1917, 1529, 2110]
birthday-detail-key: जन्म तिथि — [30, 855, 67, 866]
birthday-detail: शुभकामनाएं- पीपुल्स समाचार परिवार की ओर से जन्म दिन की शुभकामनाएं। — [30, 787, 254, 813]
birthday-detail: सेवानिवृत्त- केंद्रीय प्रतिनियुक्ति-ज्वाइंट डायरेक्टर, इंटेलीजेंस ब्यूरो, हेडक्वॉर्टर, नई दिल्ली के पद से — [30, 670, 203, 696]
birthday-detail-key: शिक्षा — [30, 345, 49, 357]
bastar-side-head: बस्तर की संस्कृति को जानना चाहते है लोग — [1354, 1874, 1511, 1911]
yoga-col3: आयोग की अब तक की यात्रा शानदार रही है और सिन्हा के नेतृत्व में यह नए कीर्तिमान स्थापित करेगी। संगठन में काम करते हुए सदैव मैंने लोगों को जोड़ने का कार्य किया है और आज मुझे योग आयोग के माध्यम से सभी को जोड़ने की बड़ी जिम्मेदारी दी गई — [779, 591, 997, 667]
yoga-story — [314, 174, 1534, 756]
apple-bullet-text: कंपनी का टारगेट है कि एआई कोच लाइव होते ही यूजर्स को उनके मेडिकल डिवाइस के डेटा के आधार पर हेल्थ से जुड़े सुझाव दे। — [755, 884, 965, 926]
sanjeev-byline: पीपुल्स संवाददाता ● रायपुर — [314, 1549, 416, 1560]
birthday-detail: अभिरुचि- लेखन-अध्ययन और सामाजिक कार्य — [30, 530, 196, 541]
thailand-story — [974, 756, 1534, 1232]
